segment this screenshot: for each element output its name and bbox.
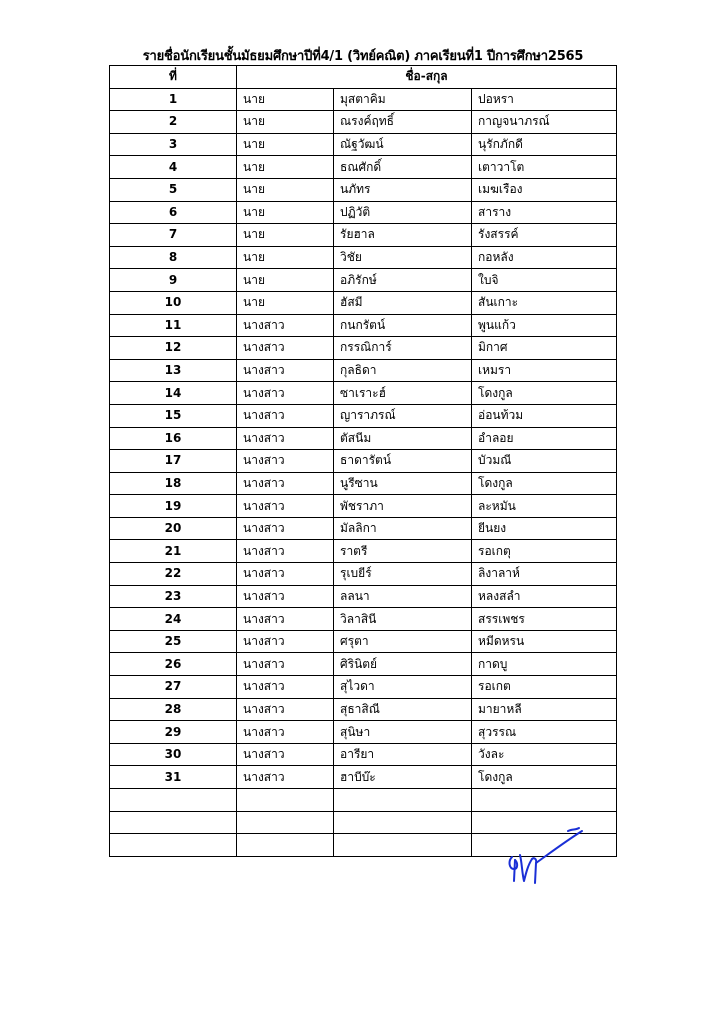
row-prefix: นางสาว	[237, 721, 334, 744]
table-row	[110, 517, 617, 540]
row-prefix: นาย	[237, 88, 334, 111]
row-last-name: เมฆเรือง	[472, 178, 617, 201]
table-row	[110, 495, 617, 518]
table-row	[110, 133, 617, 156]
row-prefix: นางสาว	[237, 585, 334, 608]
table-row	[110, 111, 617, 134]
row-number: 6	[110, 201, 237, 224]
table-row	[110, 404, 617, 427]
row-first-name: ศรุตา	[334, 630, 472, 653]
row-last-name: กาดบู	[472, 653, 617, 676]
row-first-name: ตัสนีม	[334, 427, 472, 450]
table-row	[110, 608, 617, 631]
row-first-name: นูรีซาน	[334, 472, 472, 495]
empty-cell	[110, 811, 237, 834]
row-prefix: นางสาว	[237, 472, 334, 495]
row-last-name: อำลอย	[472, 427, 617, 450]
row-prefix: นางสาว	[237, 698, 334, 721]
row-first-name: สุนิษา	[334, 721, 472, 744]
empty-cell	[334, 789, 472, 812]
row-last-name: รอเกต	[472, 676, 617, 699]
row-last-name: พูนแก้ว	[472, 314, 617, 337]
row-prefix: นางสาว	[237, 427, 334, 450]
row-last-name: หลงสลำ	[472, 585, 617, 608]
row-last-name: สรรเพชร	[472, 608, 617, 631]
row-first-name: กรรณิการ์	[334, 337, 472, 360]
empty-cell	[472, 789, 617, 812]
row-number: 7	[110, 224, 237, 247]
document-title: รายชื่อนักเรียนชั้นมัธยมศึกษาปีที่4/1 (วิทย์คณิต) ภาคเรียนที่1 ปีการศึกษา2565	[142, 49, 584, 64]
row-number: 2	[110, 111, 237, 134]
row-last-name: เตาวาโต	[472, 156, 617, 179]
row-prefix: นางสาว	[237, 359, 334, 382]
row-number: 11	[110, 314, 237, 337]
row-number: 13	[110, 359, 237, 382]
empty-cell	[334, 811, 472, 834]
row-number: 10	[110, 291, 237, 314]
row-number: 5	[110, 178, 237, 201]
table-row	[110, 314, 617, 337]
row-prefix: นาย	[237, 291, 334, 314]
row-last-name: มิกาศ	[472, 337, 617, 360]
row-first-name: ราตรี	[334, 540, 472, 563]
table-row	[110, 450, 617, 473]
empty-table-row	[110, 789, 617, 812]
table-row	[110, 246, 617, 269]
row-number: 12	[110, 337, 237, 360]
row-prefix: นางสาว	[237, 337, 334, 360]
row-number: 21	[110, 540, 237, 563]
row-last-name: บัวมณี	[472, 450, 617, 473]
row-prefix: นางสาว	[237, 653, 334, 676]
row-number: 15	[110, 404, 237, 427]
row-prefix: นางสาว	[237, 766, 334, 789]
row-prefix: นาย	[237, 156, 334, 179]
row-first-name: ศิรินิตย์	[334, 653, 472, 676]
row-first-name: พัชราภา	[334, 495, 472, 518]
table-row	[110, 382, 617, 405]
row-number: 1	[110, 88, 237, 111]
table-row	[110, 630, 617, 653]
row-last-name: ละหมัน	[472, 495, 617, 518]
header-full-name: ชื่อ-สกุล	[237, 66, 617, 89]
row-number: 27	[110, 676, 237, 699]
row-first-name: กุลธิดา	[334, 359, 472, 382]
row-number: 16	[110, 427, 237, 450]
table-row	[110, 224, 617, 247]
row-prefix: นางสาว	[237, 563, 334, 586]
row-prefix: นางสาว	[237, 382, 334, 405]
table-header-row	[110, 66, 617, 89]
row-first-name: นภัทร	[334, 178, 472, 201]
row-number: 25	[110, 630, 237, 653]
row-first-name: วิลาสินี	[334, 608, 472, 631]
row-last-name: นุรักภักดี	[472, 133, 617, 156]
row-prefix: นาย	[237, 133, 334, 156]
empty-cell	[334, 834, 472, 857]
table-row	[110, 563, 617, 586]
row-first-name: มุสตาคิม	[334, 88, 472, 111]
row-prefix: นางสาว	[237, 630, 334, 653]
row-number: 17	[110, 450, 237, 473]
row-prefix: นาย	[237, 269, 334, 292]
row-prefix: นางสาว	[237, 404, 334, 427]
row-last-name: ปอหรา	[472, 88, 617, 111]
row-first-name: ซาเราะฮ์	[334, 382, 472, 405]
table-row	[110, 291, 617, 314]
row-prefix: นาย	[237, 111, 334, 134]
row-first-name: ณรงค์ฤทธิ์	[334, 111, 472, 134]
row-first-name: สุไวดา	[334, 676, 472, 699]
row-last-name: ยีนยง	[472, 517, 617, 540]
row-last-name: รังสรรค์	[472, 224, 617, 247]
row-first-name: ลลนา	[334, 585, 472, 608]
row-prefix: นาย	[237, 246, 334, 269]
row-number: 18	[110, 472, 237, 495]
table-row	[110, 88, 617, 111]
row-last-name: มายาหลี	[472, 698, 617, 721]
empty-cell	[237, 789, 334, 812]
row-number: 9	[110, 269, 237, 292]
row-last-name: เหมรา	[472, 359, 617, 382]
row-first-name: อารียา	[334, 743, 472, 766]
row-first-name: อภิรักษ์	[334, 269, 472, 292]
row-number: 19	[110, 495, 237, 518]
row-last-name: โดงกูล	[472, 766, 617, 789]
empty-cell	[237, 811, 334, 834]
row-last-name: สุวรรณ	[472, 721, 617, 744]
row-number: 31	[110, 766, 237, 789]
row-first-name: กนกรัตน์	[334, 314, 472, 337]
row-first-name: สุธาสิณี	[334, 698, 472, 721]
empty-cell	[110, 789, 237, 812]
row-first-name: ฮัสมี	[334, 291, 472, 314]
table-row	[110, 337, 617, 360]
row-last-name: ลิงาลาห์	[472, 563, 617, 586]
table-row	[110, 766, 617, 789]
row-number: 8	[110, 246, 237, 269]
row-prefix: นางสาว	[237, 743, 334, 766]
row-number: 4	[110, 156, 237, 179]
table-row	[110, 269, 617, 292]
row-number: 22	[110, 563, 237, 586]
row-prefix: นาย	[237, 178, 334, 201]
empty-cell	[110, 834, 237, 857]
table-row	[110, 156, 617, 179]
row-last-name: โดงกูล	[472, 472, 617, 495]
row-prefix: นางสาว	[237, 676, 334, 699]
empty-cell	[237, 834, 334, 857]
row-first-name: ธาดารัตน์	[334, 450, 472, 473]
table-row	[110, 178, 617, 201]
table-row	[110, 585, 617, 608]
row-prefix: นางสาว	[237, 450, 334, 473]
row-number: 24	[110, 608, 237, 631]
row-number: 26	[110, 653, 237, 676]
row-prefix: นางสาว	[237, 540, 334, 563]
table-row	[110, 698, 617, 721]
row-last-name: กอหลัง	[472, 246, 617, 269]
row-number: 29	[110, 721, 237, 744]
row-first-name: ธณศักดิ์	[334, 156, 472, 179]
row-first-name: รุเบยีร์	[334, 563, 472, 586]
row-number: 14	[110, 382, 237, 405]
row-first-name: ฮาบีบ๊ะ	[334, 766, 472, 789]
row-first-name: ญาราภรณ์	[334, 404, 472, 427]
row-last-name: ใบจิ	[472, 269, 617, 292]
row-first-name: รัยฮาล	[334, 224, 472, 247]
row-last-name: กาญจนาภรณ์	[472, 111, 617, 134]
row-last-name: สาราง	[472, 201, 617, 224]
row-first-name: วิชัย	[334, 246, 472, 269]
table-row	[110, 472, 617, 495]
table-row	[110, 427, 617, 450]
row-number: 3	[110, 133, 237, 156]
header-number: ที่	[110, 66, 237, 89]
row-number: 30	[110, 743, 237, 766]
row-prefix: นางสาว	[237, 608, 334, 631]
row-last-name: รอเกตุ	[472, 540, 617, 563]
row-prefix: นางสาว	[237, 314, 334, 337]
table-row	[110, 743, 617, 766]
table-row	[110, 359, 617, 382]
table-row	[110, 676, 617, 699]
table-row	[110, 201, 617, 224]
row-last-name: สันเกาะ	[472, 291, 617, 314]
row-number: 20	[110, 517, 237, 540]
row-last-name: อ่อนท้วม	[472, 404, 617, 427]
signature	[500, 823, 590, 888]
row-first-name: มัลลิกา	[334, 517, 472, 540]
student-roster-table	[109, 65, 617, 857]
table-row	[110, 721, 617, 744]
row-prefix: นาย	[237, 224, 334, 247]
row-last-name: โดงกูล	[472, 382, 617, 405]
row-prefix: นาย	[237, 201, 334, 224]
row-last-name: วังละ	[472, 743, 617, 766]
row-first-name: ณัฐวัฒน์	[334, 133, 472, 156]
row-last-name: หมีดหรน	[472, 630, 617, 653]
table-body	[110, 88, 617, 856]
row-prefix: นางสาว	[237, 495, 334, 518]
row-number: 28	[110, 698, 237, 721]
table-row	[110, 653, 617, 676]
row-prefix: นางสาว	[237, 517, 334, 540]
row-first-name: ปฏิวัติ	[334, 201, 472, 224]
row-number: 23	[110, 585, 237, 608]
table-row	[110, 540, 617, 563]
